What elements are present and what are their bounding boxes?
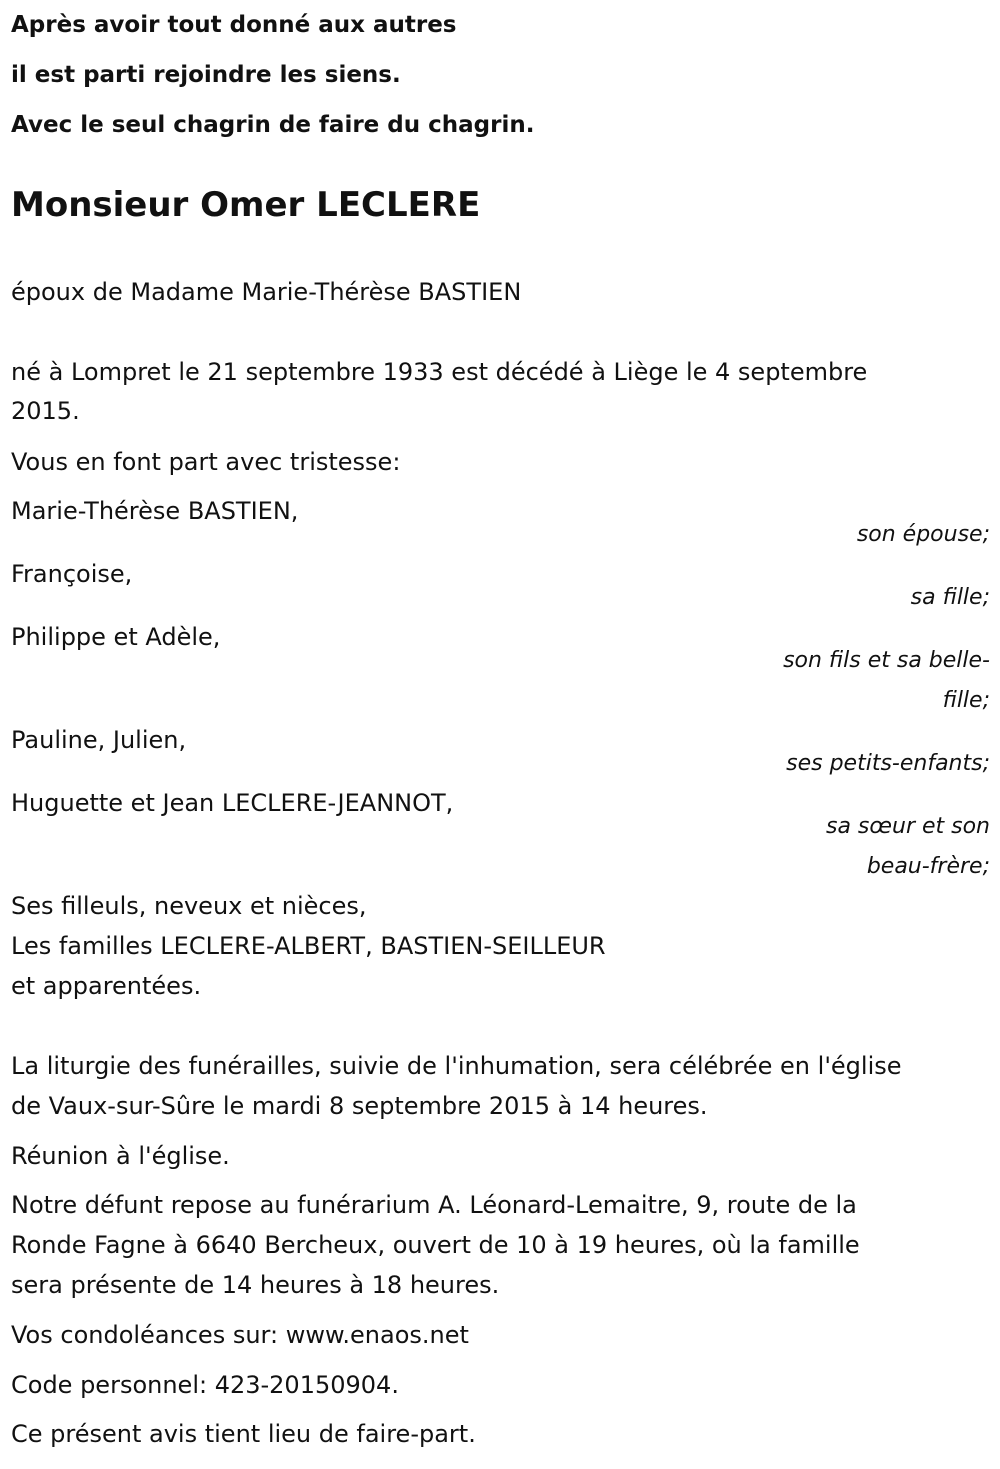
family-member-relation: sa fille; [910,585,990,610]
family-member-relation-cont: beau-frère; [866,854,990,879]
repose-line-2: Ronde Fagne à 6640 Bercheux, ouvert de 10 à 19 heures, où la famille [11,1231,860,1259]
others-line-3: et apparentées. [11,972,202,1000]
family-member-relation: ses petits-enfants; [786,751,990,776]
meeting-line: Réunion à l'église. [11,1142,230,1170]
family-member-relation-cont: fille; [942,688,990,713]
repose-line-1: Notre défunt repose au funérarium A. Léonard-Lemaitre, 9, route de la [11,1191,857,1219]
verse-line-2: il est parti rejoindre les siens. [11,62,401,88]
family-member-relation: son épouse; [856,522,990,547]
family-member-name: Marie-Thérèse BASTIEN, [11,497,299,525]
family-member-relation: sa sœur et son [825,814,990,839]
family-member-relation: son fils et sa belle- [783,648,990,673]
birth-death-line-2: 2015. [11,397,80,425]
verse-line-3: Avec le seul chagrin de faire du chagrin. [11,112,535,138]
birth-death-line-1: né à Lompret le 21 septembre 1933 est décédé à Liège le 4 septembre [11,358,868,386]
family-member-name: Françoise, [11,560,133,588]
closing-line: Ce présent avis tient lieu de faire-part. [11,1420,476,1448]
deceased-name: Monsieur Omer LECLERE [11,185,481,225]
family-member-name: Huguette et Jean LECLERE-JEANNOT, [11,789,454,817]
repose-line-3: sera présente de 14 heures à 18 heures. [11,1271,500,1299]
family-member-name: Pauline, Julien, [11,726,187,754]
spouse-line: époux de Madame Marie-Thérèse BASTIEN [11,278,522,306]
funeral-line-2: de Vaux-sur-Sûre le mardi 8 septembre 2015 à 14 heures. [11,1092,708,1120]
family-member-name: Philippe et Adèle, [11,623,221,651]
personal-code: Code personnel: 423-20150904. [11,1371,399,1399]
verse-line-1: Après avoir tout donné aux autres [11,12,457,38]
others-line-1: Ses filleuls, neveux et nièces, [11,892,367,920]
funeral-line-1: La liturgie des funérailles, suivie de l'inhumation, sera célébrée en l'église [11,1052,902,1080]
announce-intro: Vous en font part avec tristesse: [11,448,401,476]
condolences-line: Vos condoléances sur: www.enaos.net [11,1321,469,1349]
others-line-2: Les familles LECLERE-ALBERT, BASTIEN-SEILLEUR [11,932,606,960]
